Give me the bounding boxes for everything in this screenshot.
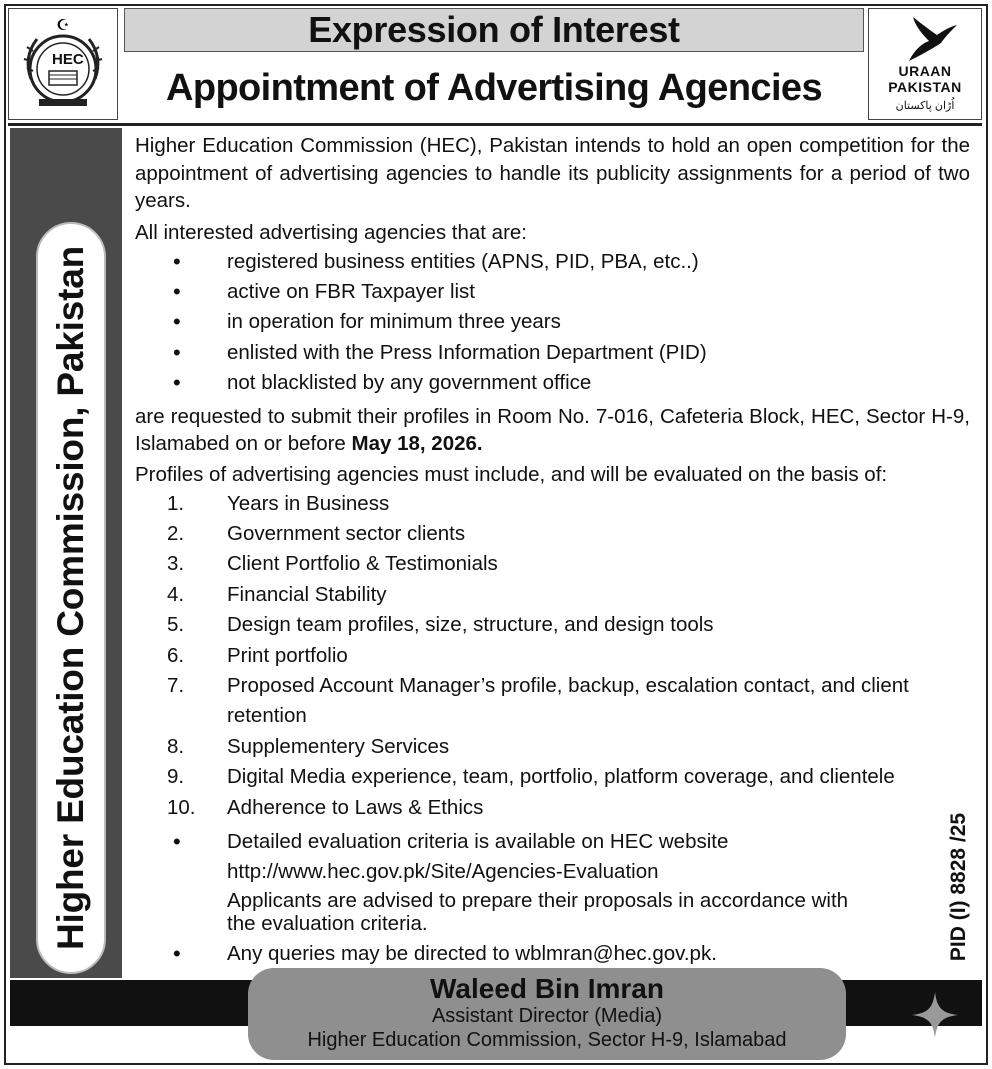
submission-paragraph [135, 403, 970, 457]
deadline-date: May 18, 2026. [351, 431, 483, 455]
pakistan-text: PAKISTAN [888, 79, 962, 95]
hec-logo-text: HEC [52, 51, 84, 68]
falcon-icon [869, 11, 981, 67]
criteria-lead: Profiles of advertising agencies must include, and will be evaluated on the basis of: [135, 462, 888, 486]
item-text: Design team profiles, size, structure, and design tools [227, 613, 714, 637]
signatory-name: Waleed Bin Imran [430, 973, 664, 1004]
list-item [135, 941, 970, 967]
uraan-text: URAAN [898, 63, 952, 79]
item-number: 9. [167, 765, 185, 789]
list-item [135, 829, 970, 935]
item-text: Financial Stability [227, 582, 387, 606]
uraan-pakistan-logo [868, 8, 982, 120]
list-item [135, 549, 970, 579]
svg-text:☪: ☪ [56, 16, 70, 34]
item-text: Government sector clients [227, 521, 466, 545]
submission-text: are requested to submit their profiles in Room No. 7-016, Cafeteria Block, HEC, Sector H-9, Islamabed on or before [135, 404, 970, 455]
intro-paragraph: Higher Education Commission (HEC), Pakistan intends to hold an open competition for the appointment of advertising agencies to handle its publicity assignments for a period of two years. [135, 134, 970, 212]
queries-text: Any queries may be directed to wblmran@hec.gov.pk. [227, 942, 717, 965]
item-text: Digital Media experience, team, portfolio, platform coverage, and clientele [227, 765, 895, 789]
criteria-available-text: • Detailed evaluation criteria is available on HEC website [227, 830, 729, 853]
sparkle-icon [910, 990, 960, 1040]
signature-block [248, 968, 846, 1060]
requirements-list [135, 247, 970, 399]
list-item: • not blacklisted by any government office [135, 368, 970, 398]
list-item [135, 580, 970, 610]
item-text: Adherence to Laws & Ethics [227, 795, 484, 819]
item-number: 10. [167, 795, 196, 819]
item-number: 3. [167, 552, 185, 576]
list-item: • enlisted with the Press Information Department (PID) [135, 338, 970, 368]
item-number: 6. [167, 643, 185, 667]
list-item [135, 641, 970, 671]
item-number: 5. [167, 613, 185, 637]
page-title: Expression of Interest [308, 9, 680, 50]
list-item [135, 519, 970, 549]
advice-text: Applicants are advised to prepare their proposals in accordance with the evaluation criteria. [227, 889, 849, 935]
list-item [135, 610, 970, 640]
urdu-tagline: اُڑان پاکستان [895, 100, 955, 112]
item-number: 1. [167, 491, 185, 515]
list-item [135, 793, 970, 823]
item-number: 2. [167, 521, 185, 545]
item-text: Client Portfolio & Testimonials [227, 552, 498, 576]
item-text: Years in Business [227, 491, 390, 515]
header-rule [8, 123, 982, 126]
evaluation-url[interactable]: http://www.hec.gov.pk/Site/Agencies-Evaluation [227, 860, 659, 883]
list-item [135, 732, 970, 762]
requirements-lead: All interested advertising agencies that are: [135, 220, 528, 244]
item-number: 7. [167, 673, 185, 697]
signatory-designation: Assistant Director (Media) [431, 1005, 663, 1027]
pid-reference: PID (I) 8828 /25 [947, 812, 970, 962]
notes-list [135, 829, 970, 967]
criteria-list [135, 489, 970, 823]
list-item [135, 762, 970, 792]
list-item [135, 671, 970, 732]
item-text: Supplementery Services [227, 734, 450, 758]
hec-logo [8, 8, 118, 120]
sidebar-vertical-title: Higher Education Commission, Pakistan [50, 246, 91, 950]
list-item: • in operation for minimum three years [135, 307, 970, 337]
list-item [135, 489, 970, 519]
item-number: 4. [167, 582, 185, 606]
main-content [135, 128, 970, 967]
item-number: 8. [167, 734, 185, 758]
title-band [124, 8, 864, 52]
list-item: • active on FBR Taxpayer list [135, 277, 970, 307]
page-subtitle: Appointment of Advertising Agencies [165, 66, 822, 109]
subtitle-block [124, 56, 864, 120]
signatory-address: Higher Education Commission, Sector H-9, Islamabad [307, 1029, 787, 1051]
item-text: Proposed Account Manager’s profile, backup, escalation contact, and client retention [227, 673, 909, 728]
item-text: Print portfolio [227, 643, 348, 667]
list-item: • registered business entities (APNS, PID, PBA, etc..) [135, 247, 970, 277]
